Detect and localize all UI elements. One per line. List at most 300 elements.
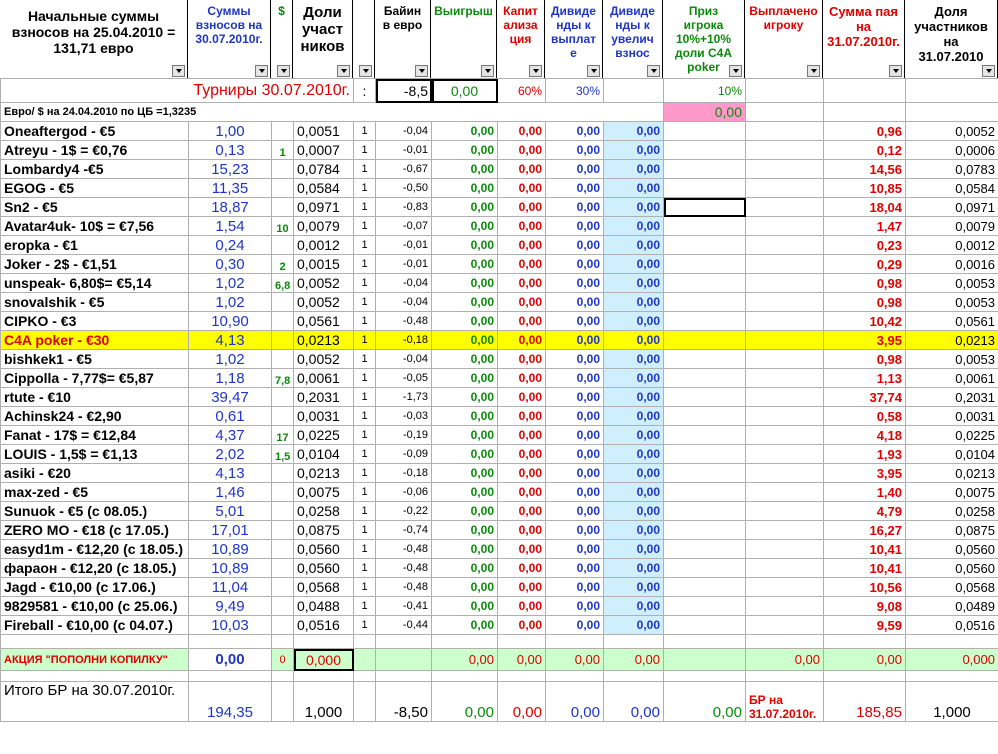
buyin-cell[interactable]: -0,19: [376, 426, 432, 445]
cell[interactable]: [376, 649, 432, 671]
buyin-cell[interactable]: -0,01: [376, 255, 432, 274]
usd-cell[interactable]: [272, 616, 294, 635]
action-cap[interactable]: 0,00: [498, 649, 546, 671]
sum-cell[interactable]: 0,30: [189, 255, 272, 274]
pay-cell[interactable]: 10,42: [824, 312, 906, 331]
cell[interactable]: [746, 671, 824, 682]
buyin-cell[interactable]: -0,48: [376, 540, 432, 559]
win-cell[interactable]: 0,00: [432, 578, 498, 597]
share2-cell[interactable]: 0,0031: [906, 407, 998, 426]
divinc-cell[interactable]: 0,00: [604, 312, 664, 331]
player-name[interactable]: Joker - 2$ - €1,51: [1, 255, 189, 274]
div-cell[interactable]: 0,00: [546, 236, 604, 255]
count-cell[interactable]: 1: [354, 407, 376, 426]
cell[interactable]: [746, 79, 824, 103]
usd-cell[interactable]: [272, 578, 294, 597]
cap-cell[interactable]: 0,00: [498, 502, 546, 521]
share-cell[interactable]: 0,0015: [294, 255, 354, 274]
buyin-cell[interactable]: -0,06: [376, 483, 432, 502]
div-cell[interactable]: 0,00: [546, 521, 604, 540]
tournament-cap-pct[interactable]: 60%: [498, 79, 546, 103]
share-cell[interactable]: 0,0052: [294, 293, 354, 312]
divinc-cell[interactable]: 0,00: [604, 198, 664, 217]
paid-cell[interactable]: [746, 445, 824, 464]
win-cell[interactable]: 0,00: [432, 464, 498, 483]
player-name[interactable]: Oneaftergod - €5: [1, 122, 189, 141]
sum-cell[interactable]: 10,90: [189, 312, 272, 331]
buyin-cell[interactable]: -0,83: [376, 198, 432, 217]
tournament-colon[interactable]: :: [354, 79, 376, 103]
count-cell[interactable]: 1: [354, 122, 376, 141]
player-name[interactable]: Avatar4uk- 10$ = €7,56: [1, 217, 189, 236]
count-cell[interactable]: 1: [354, 274, 376, 293]
usd-cell[interactable]: [272, 179, 294, 198]
sum-cell[interactable]: 1,02: [189, 274, 272, 293]
div-cell[interactable]: 0,00: [546, 179, 604, 198]
pay-cell[interactable]: 0,23: [824, 236, 906, 255]
share-cell[interactable]: 0,0007: [294, 141, 354, 160]
action-pay[interactable]: 0,00: [824, 649, 906, 671]
cell[interactable]: [272, 635, 294, 649]
win-cell[interactable]: 0,00: [432, 312, 498, 331]
tournament-div-pct[interactable]: 30%: [546, 79, 604, 103]
win-cell[interactable]: 0,00: [432, 616, 498, 635]
divinc-cell[interactable]: 0,00: [604, 464, 664, 483]
buyin-cell[interactable]: -0,41: [376, 597, 432, 616]
total-share2[interactable]: 1,000: [906, 682, 998, 722]
buyin-cell[interactable]: -0,09: [376, 445, 432, 464]
cell[interactable]: [546, 635, 604, 649]
count-cell[interactable]: 1: [354, 293, 376, 312]
sum-cell[interactable]: 0,24: [189, 236, 272, 255]
div-cell[interactable]: 0,00: [546, 426, 604, 445]
count-cell[interactable]: 1: [354, 198, 376, 217]
count-cell[interactable]: 1: [354, 483, 376, 502]
divinc-cell[interactable]: 0,00: [604, 559, 664, 578]
cap-cell[interactable]: 0,00: [498, 597, 546, 616]
paid-cell[interactable]: [746, 293, 824, 312]
divinc-cell[interactable]: 0,00: [604, 141, 664, 160]
pay-cell[interactable]: 1,40: [824, 483, 906, 502]
sum-cell[interactable]: 1,18: [189, 369, 272, 388]
prize-cell[interactable]: [664, 559, 746, 578]
cell[interactable]: [294, 635, 354, 649]
share2-cell[interactable]: 0,0079: [906, 217, 998, 236]
player-name[interactable]: max-zed - €5: [1, 483, 189, 502]
paid-cell[interactable]: [746, 540, 824, 559]
player-name[interactable]: 9829581 - €10,00 (с 25.06.): [1, 597, 189, 616]
cell[interactable]: [664, 635, 746, 649]
div-cell[interactable]: 0,00: [546, 388, 604, 407]
usd-cell[interactable]: [272, 464, 294, 483]
cap-cell[interactable]: 0,00: [498, 198, 546, 217]
filter-dropdown-button[interactable]: [337, 65, 350, 77]
prize-cell[interactable]: [664, 255, 746, 274]
usd-cell[interactable]: 1: [272, 141, 294, 160]
paid-cell[interactable]: [746, 388, 824, 407]
player-name[interactable]: easyd1m - €12,20 (с 18.05.): [1, 540, 189, 559]
pay-cell[interactable]: 1,13: [824, 369, 906, 388]
sum-cell[interactable]: 39,47: [189, 388, 272, 407]
cell[interactable]: [189, 635, 272, 649]
prize-cell[interactable]: [664, 445, 746, 464]
prize-cell[interactable]: [664, 293, 746, 312]
pay-cell[interactable]: 0,98: [824, 293, 906, 312]
cap-cell[interactable]: 0,00: [498, 179, 546, 198]
win-cell[interactable]: 0,00: [432, 217, 498, 236]
sum-cell[interactable]: 17,01: [189, 521, 272, 540]
win-cell[interactable]: 0,00: [432, 198, 498, 217]
cell[interactable]: [664, 649, 746, 671]
win-cell[interactable]: 0,00: [432, 293, 498, 312]
cap-cell[interactable]: 0,00: [498, 483, 546, 502]
share2-cell[interactable]: 0,0783: [906, 160, 998, 179]
share2-cell[interactable]: 0,0213: [906, 464, 998, 483]
cell[interactable]: [354, 682, 376, 722]
cell[interactable]: [354, 671, 376, 682]
prize-cell[interactable]: [664, 597, 746, 616]
share-cell[interactable]: 0,0568: [294, 578, 354, 597]
usd-cell[interactable]: [272, 331, 294, 350]
prize-cell[interactable]: [664, 464, 746, 483]
filter-dropdown-button[interactable]: [481, 65, 494, 77]
win-cell[interactable]: 0,00: [432, 350, 498, 369]
pay-cell[interactable]: 18,04: [824, 198, 906, 217]
count-cell[interactable]: 1: [354, 597, 376, 616]
buyin-cell[interactable]: -0,48: [376, 559, 432, 578]
share2-cell[interactable]: 0,0584: [906, 179, 998, 198]
cell[interactable]: [906, 671, 998, 682]
player-name[interactable]: Cippolla - 7,77$= €5,87: [1, 369, 189, 388]
buyin-cell[interactable]: -0,18: [376, 331, 432, 350]
divinc-cell[interactable]: 0,00: [604, 540, 664, 559]
paid-cell[interactable]: [746, 369, 824, 388]
tournament-label[interactable]: Турниры 30.07.2010г.: [1, 79, 354, 103]
buyin-cell[interactable]: -0,05: [376, 369, 432, 388]
usd-cell[interactable]: 2: [272, 255, 294, 274]
player-name[interactable]: Achinsk24 - €2,90: [1, 407, 189, 426]
prize-cell[interactable]: [664, 312, 746, 331]
usd-cell[interactable]: [272, 388, 294, 407]
div-cell[interactable]: 0,00: [546, 464, 604, 483]
buyin-cell[interactable]: -0,07: [376, 217, 432, 236]
share2-cell[interactable]: 0,0213: [906, 331, 998, 350]
div-cell[interactable]: 0,00: [546, 540, 604, 559]
total-divinc[interactable]: 0,00: [604, 682, 664, 722]
share2-cell[interactable]: 0,0489: [906, 597, 998, 616]
paid-cell[interactable]: [746, 198, 824, 217]
pay-cell[interactable]: 1,93: [824, 445, 906, 464]
share2-cell[interactable]: 0,0560: [906, 540, 998, 559]
prize-cell[interactable]: [664, 198, 746, 217]
sum-cell[interactable]: 15,23: [189, 160, 272, 179]
cap-cell[interactable]: 0,00: [498, 293, 546, 312]
total-buyin[interactable]: -8,50: [376, 682, 432, 722]
usd-cell[interactable]: [272, 559, 294, 578]
divinc-cell[interactable]: 0,00: [604, 388, 664, 407]
cap-cell[interactable]: 0,00: [498, 559, 546, 578]
cap-cell[interactable]: 0,00: [498, 388, 546, 407]
share-cell[interactable]: 0,0258: [294, 502, 354, 521]
count-cell[interactable]: 1: [354, 578, 376, 597]
buyin-cell[interactable]: -0,04: [376, 350, 432, 369]
count-cell[interactable]: 1: [354, 331, 376, 350]
buyin-cell[interactable]: -0,04: [376, 274, 432, 293]
cell[interactable]: [746, 103, 824, 122]
share2-cell[interactable]: 0,0006: [906, 141, 998, 160]
usd-cell[interactable]: [272, 122, 294, 141]
win-cell[interactable]: 0,00: [432, 331, 498, 350]
usd-cell[interactable]: [272, 483, 294, 502]
cap-cell[interactable]: 0,00: [498, 217, 546, 236]
count-cell[interactable]: 1: [354, 312, 376, 331]
pay-cell[interactable]: 4,18: [824, 426, 906, 445]
buyin-cell[interactable]: -0,01: [376, 236, 432, 255]
share-cell[interactable]: 0,0213: [294, 331, 354, 350]
pay-cell[interactable]: 3,95: [824, 464, 906, 483]
sum-cell[interactable]: 4,13: [189, 464, 272, 483]
action-sum[interactable]: 0,00: [189, 649, 272, 671]
pay-cell[interactable]: 10,41: [824, 540, 906, 559]
paid-cell[interactable]: [746, 521, 824, 540]
action-win[interactable]: 0,00: [432, 649, 498, 671]
cap-cell[interactable]: 0,00: [498, 521, 546, 540]
buyin-cell[interactable]: -0,74: [376, 521, 432, 540]
div-cell[interactable]: 0,00: [546, 255, 604, 274]
win-cell[interactable]: 0,00: [432, 540, 498, 559]
win-cell[interactable]: 0,00: [432, 179, 498, 198]
share2-cell[interactable]: 0,0016: [906, 255, 998, 274]
prize-cell[interactable]: [664, 122, 746, 141]
player-name[interactable]: C4A poker - €30: [1, 331, 189, 350]
sum-cell[interactable]: 0,61: [189, 407, 272, 426]
count-cell[interactable]: 1: [354, 388, 376, 407]
cell[interactable]: [498, 635, 546, 649]
pay-cell[interactable]: 0,29: [824, 255, 906, 274]
pay-cell[interactable]: 37,74: [824, 388, 906, 407]
cell[interactable]: [272, 671, 294, 682]
win-cell[interactable]: 0,00: [432, 255, 498, 274]
pay-cell[interactable]: 9,08: [824, 597, 906, 616]
share2-cell[interactable]: 0,2031: [906, 388, 998, 407]
divinc-cell[interactable]: 0,00: [604, 407, 664, 426]
pay-cell[interactable]: 1,47: [824, 217, 906, 236]
share-cell[interactable]: 0,0104: [294, 445, 354, 464]
total-prize[interactable]: 0,00: [664, 682, 746, 722]
sum-cell[interactable]: 1,02: [189, 350, 272, 369]
paid-cell[interactable]: [746, 407, 824, 426]
player-name[interactable]: Fireball - €10,00 (с 04.07.): [1, 616, 189, 635]
buyin-cell[interactable]: -0,03: [376, 407, 432, 426]
cell[interactable]: [294, 671, 354, 682]
cell[interactable]: [272, 682, 294, 722]
sum-cell[interactable]: 10,89: [189, 559, 272, 578]
win-cell[interactable]: 0,00: [432, 559, 498, 578]
buyin-cell[interactable]: -0,67: [376, 160, 432, 179]
usd-cell[interactable]: 1,5: [272, 445, 294, 464]
player-name[interactable]: eropka - €1: [1, 236, 189, 255]
cell[interactable]: [906, 79, 998, 103]
action-div[interactable]: 0,00: [546, 649, 604, 671]
player-name[interactable]: LOUIS - 1,5$ = €1,13: [1, 445, 189, 464]
divinc-cell[interactable]: 0,00: [604, 350, 664, 369]
div-cell[interactable]: 0,00: [546, 369, 604, 388]
cell[interactable]: [432, 671, 498, 682]
paid-cell[interactable]: [746, 179, 824, 198]
total-label[interactable]: Итого БР на 30.07.2010г.: [1, 682, 189, 722]
usd-cell[interactable]: [272, 502, 294, 521]
pay-cell[interactable]: 0,98: [824, 274, 906, 293]
cell[interactable]: [1, 635, 189, 649]
total-win[interactable]: 0,00: [432, 682, 498, 722]
share-cell[interactable]: 0,0516: [294, 616, 354, 635]
divinc-cell[interactable]: 0,00: [604, 274, 664, 293]
sum-cell[interactable]: 11,35: [189, 179, 272, 198]
div-cell[interactable]: 0,00: [546, 445, 604, 464]
paid-cell[interactable]: [746, 464, 824, 483]
action-usd[interactable]: 0: [272, 649, 294, 671]
div-cell[interactable]: 0,00: [546, 578, 604, 597]
div-cell[interactable]: 0,00: [546, 597, 604, 616]
filter-dropdown-button[interactable]: [415, 65, 428, 77]
prize-cell[interactable]: [664, 236, 746, 255]
usd-cell[interactable]: 17: [272, 426, 294, 445]
paid-cell[interactable]: [746, 350, 824, 369]
count-cell[interactable]: 1: [354, 445, 376, 464]
tournament-buyin[interactable]: -8,5: [376, 79, 432, 103]
prize-cell[interactable]: [664, 217, 746, 236]
paid-cell[interactable]: [746, 160, 824, 179]
buyin-cell[interactable]: -0,22: [376, 502, 432, 521]
pay-cell[interactable]: 3,95: [824, 331, 906, 350]
win-cell[interactable]: 0,00: [432, 521, 498, 540]
cell[interactable]: [824, 671, 906, 682]
filter-dropdown-button[interactable]: [255, 65, 268, 77]
count-cell[interactable]: 1: [354, 350, 376, 369]
cap-cell[interactable]: 0,00: [498, 236, 546, 255]
pay-cell[interactable]: 10,41: [824, 559, 906, 578]
divinc-cell[interactable]: 0,00: [604, 426, 664, 445]
cell[interactable]: [1, 671, 189, 682]
share-cell[interactable]: 0,0971: [294, 198, 354, 217]
div-cell[interactable]: 0,00: [546, 502, 604, 521]
cap-cell[interactable]: 0,00: [498, 578, 546, 597]
cell[interactable]: [746, 635, 824, 649]
win-cell[interactable]: 0,00: [432, 445, 498, 464]
count-cell[interactable]: 1: [354, 464, 376, 483]
player-name[interactable]: Jagd - €10,00 (с 17.06.): [1, 578, 189, 597]
rate-prize[interactable]: 0,00: [664, 103, 746, 122]
prize-cell[interactable]: [664, 540, 746, 559]
div-cell[interactable]: 0,00: [546, 559, 604, 578]
usd-cell[interactable]: 10: [272, 217, 294, 236]
div-cell[interactable]: 0,00: [546, 217, 604, 236]
sum-cell[interactable]: 4,13: [189, 331, 272, 350]
filter-dropdown-button[interactable]: [889, 65, 902, 77]
cap-cell[interactable]: 0,00: [498, 350, 546, 369]
count-cell[interactable]: 1: [354, 426, 376, 445]
share2-cell[interactable]: 0,0561: [906, 312, 998, 331]
buyin-cell[interactable]: -0,50: [376, 179, 432, 198]
buyin-cell[interactable]: -0,48: [376, 312, 432, 331]
action-share[interactable]: 0,000: [294, 649, 354, 671]
count-cell[interactable]: 1: [354, 559, 376, 578]
filter-dropdown-button[interactable]: [277, 65, 290, 77]
total-share[interactable]: 1,000: [294, 682, 354, 722]
share-cell[interactable]: 0,0584: [294, 179, 354, 198]
share-cell[interactable]: 0,0561: [294, 312, 354, 331]
tournament-prize-pct[interactable]: 10%: [664, 79, 746, 103]
player-name[interactable]: Fanat - 17$ = €12,84: [1, 426, 189, 445]
count-cell[interactable]: 1: [354, 217, 376, 236]
usd-cell[interactable]: [272, 160, 294, 179]
paid-cell[interactable]: [746, 255, 824, 274]
tournament-win[interactable]: 0,00: [432, 79, 498, 103]
share-cell[interactable]: 0,0061: [294, 369, 354, 388]
pay-cell[interactable]: 16,27: [824, 521, 906, 540]
player-name[interactable]: Sunuok - €5 (с 08.05.): [1, 502, 189, 521]
cap-cell[interactable]: 0,00: [498, 616, 546, 635]
share2-cell[interactable]: 0,0104: [906, 445, 998, 464]
player-name[interactable]: фараон - €12,20 (с 18.05.): [1, 559, 189, 578]
share2-cell[interactable]: 0,0516: [906, 616, 998, 635]
usd-cell[interactable]: [272, 350, 294, 369]
prize-cell[interactable]: [664, 369, 746, 388]
div-cell[interactable]: 0,00: [546, 616, 604, 635]
share2-cell[interactable]: 0,0075: [906, 483, 998, 502]
paid-cell[interactable]: [746, 331, 824, 350]
divinc-cell[interactable]: 0,00: [604, 597, 664, 616]
share-cell[interactable]: 0,0031: [294, 407, 354, 426]
cell[interactable]: [824, 635, 906, 649]
count-cell[interactable]: 1: [354, 616, 376, 635]
usd-cell[interactable]: [272, 597, 294, 616]
sum-cell[interactable]: 1,00: [189, 122, 272, 141]
buyin-cell[interactable]: -0,18: [376, 464, 432, 483]
div-cell[interactable]: 0,00: [546, 407, 604, 426]
cap-cell[interactable]: 0,00: [498, 445, 546, 464]
paid-cell[interactable]: [746, 502, 824, 521]
cap-cell[interactable]: 0,00: [498, 331, 546, 350]
divinc-cell[interactable]: 0,00: [604, 255, 664, 274]
pay-cell[interactable]: 14,56: [824, 160, 906, 179]
prize-cell[interactable]: [664, 483, 746, 502]
cell[interactable]: [906, 103, 998, 122]
share-cell[interactable]: 0,0052: [294, 274, 354, 293]
win-cell[interactable]: 0,00: [432, 274, 498, 293]
share2-cell[interactable]: 0,0225: [906, 426, 998, 445]
share-cell[interactable]: 0,0213: [294, 464, 354, 483]
filter-dropdown-button[interactable]: [359, 65, 372, 77]
filter-dropdown-button[interactable]: [982, 65, 995, 77]
cap-cell[interactable]: 0,00: [498, 255, 546, 274]
cell[interactable]: [376, 635, 432, 649]
cap-cell[interactable]: 0,00: [498, 464, 546, 483]
prize-cell[interactable]: [664, 160, 746, 179]
buyin-cell[interactable]: -0,04: [376, 293, 432, 312]
paid-cell[interactable]: [746, 597, 824, 616]
paid-cell[interactable]: [746, 236, 824, 255]
div-cell[interactable]: 0,00: [546, 141, 604, 160]
share-cell[interactable]: 0,0560: [294, 559, 354, 578]
share2-cell[interactable]: 0,0061: [906, 369, 998, 388]
share-cell[interactable]: 0,0875: [294, 521, 354, 540]
prize-cell[interactable]: [664, 331, 746, 350]
win-cell[interactable]: 0,00: [432, 407, 498, 426]
paid-cell[interactable]: [746, 274, 824, 293]
paid-cell[interactable]: [746, 426, 824, 445]
prize-cell[interactable]: [664, 350, 746, 369]
